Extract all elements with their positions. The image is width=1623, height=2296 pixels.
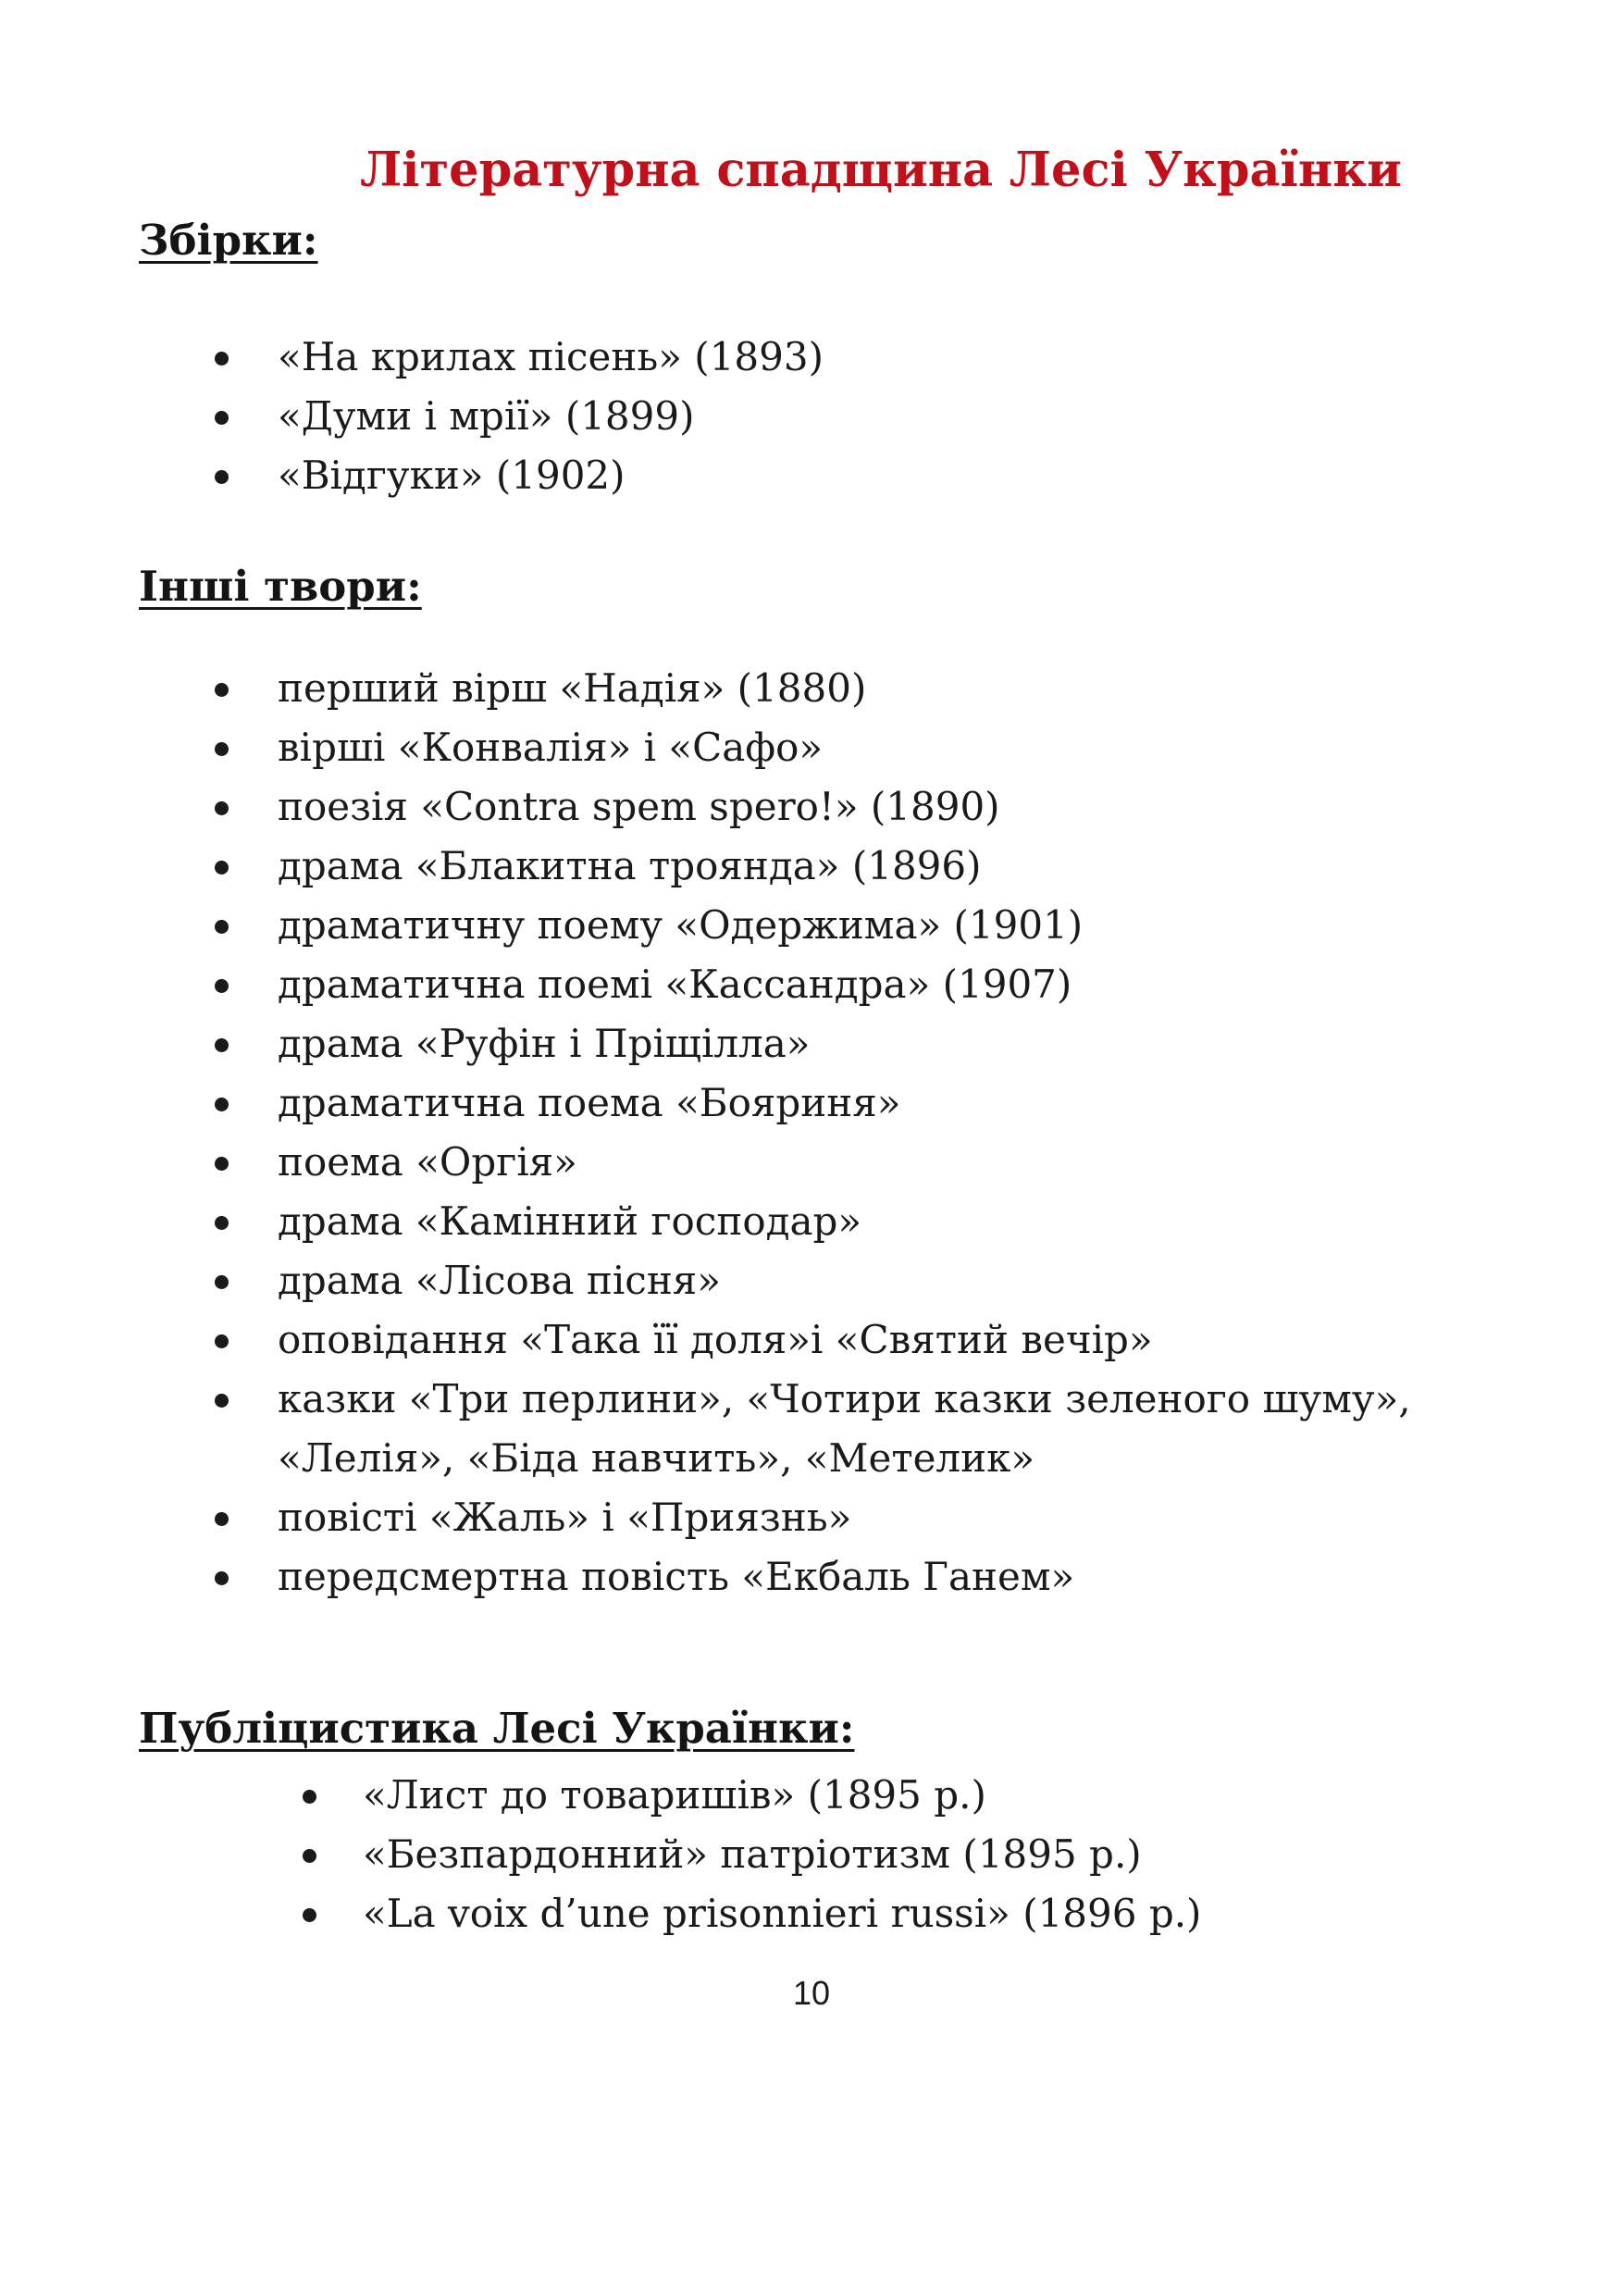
list-item (278, 659, 1411, 718)
list-item (363, 1884, 1201, 1943)
bullet-icon (215, 742, 229, 756)
bullet-icon (215, 920, 229, 934)
list-item-text: драматичну поему «Одержима» (1901) (278, 902, 1084, 948)
list-item (278, 1547, 1411, 1607)
list-item (278, 1310, 1411, 1370)
list-item (278, 955, 1411, 1014)
list-item (278, 837, 1411, 896)
bullet-icon (215, 1038, 229, 1052)
bullet-icon (303, 1908, 316, 1922)
list-item-text: драма «Лісова пісня» (278, 1258, 722, 1303)
bullet-icon (215, 1512, 229, 1526)
list-item-text: драма «Блакитна троянда» (1896) (278, 843, 982, 888)
bullet-icon (303, 1849, 316, 1863)
list-item-text: «La voix d’une prisonnieri russi» (1896 р.) (363, 1891, 1202, 1936)
list-item (278, 1014, 1411, 1074)
bullet-icon (215, 1571, 229, 1585)
section-heading-journalism: Публіцистика Лесі Українки: (139, 1704, 855, 1753)
list-item (278, 777, 1411, 837)
section-heading-other-works: Інші твори: (139, 562, 422, 611)
bullet-icon (215, 1275, 229, 1289)
list-item (278, 896, 1411, 955)
document-title: Літературна спадщина Лесі Українки (360, 143, 1402, 198)
bullet-icon (215, 801, 229, 815)
list-item (278, 1251, 1411, 1310)
list-item-text: «Відгуки» (1902) (278, 453, 626, 498)
list-item-text: «Безпардонний» патріотизм (1895 р.) (363, 1831, 1142, 1877)
list-item (278, 328, 824, 387)
list-item (278, 1133, 1411, 1192)
list-item (278, 718, 1411, 777)
list-item-text: казки «Три перлини», «Чотири казки зеленого шуму», (278, 1376, 1411, 1421)
bullet-icon (215, 1157, 229, 1171)
list-item-text: «Думи і мрії» (1899) (278, 393, 695, 439)
list-item-text: «Лист до товаришів» (1895 р.) (363, 1772, 986, 1818)
list-item-text: «На крилах пісень» (1893) (278, 334, 824, 379)
list-item-text: оповідання «Така її доля»і «Святий вечір» (278, 1317, 1153, 1362)
bullet-icon (215, 1334, 229, 1348)
list-item-text: драматична поемі «Кассандра» (1907) (278, 962, 1072, 1007)
other-works-list (278, 659, 1411, 1607)
bullet-icon (215, 979, 229, 993)
list-item-text: драма «Руфін і Пріщілла» (278, 1021, 811, 1066)
list-item-text: драматична поема «Бояриня» (278, 1080, 901, 1125)
journalism-list (363, 1766, 1201, 1943)
list-item-text: «Лелія», «Біда навчить», «Метелик» (278, 1435, 1035, 1481)
list-item (363, 1825, 1201, 1884)
list-item (278, 1488, 1411, 1547)
bullet-icon (215, 861, 229, 875)
list-item-text: перший вірш «Надія» (1880) (278, 665, 867, 711)
list-item (363, 1766, 1201, 1825)
list-item (278, 387, 824, 446)
list-item (278, 1370, 1411, 1488)
list-item (278, 1074, 1411, 1133)
bullet-icon (303, 1790, 316, 1804)
collections-list (278, 328, 824, 505)
list-item-text: драма «Камінний господар» (278, 1198, 862, 1244)
bullet-icon (215, 1216, 229, 1230)
list-item (278, 1192, 1411, 1251)
bullet-icon (215, 683, 229, 697)
bullet-icon (215, 470, 229, 484)
list-item-text: передсмертна повість «Екбаль Ганем» (278, 1554, 1075, 1599)
bullet-icon (215, 352, 229, 366)
list-item-text: поема «Оргія» (278, 1139, 577, 1185)
page-number: 10 (792, 1974, 831, 2012)
section-heading-collections: Збірки: (139, 216, 318, 265)
bullet-icon (215, 411, 229, 425)
list-item-text: поезія «Contra spem spero!» (1890) (278, 784, 1000, 829)
list-item-text: повісті «Жаль» і «Приязнь» (278, 1495, 852, 1540)
list-item-text: вірші «Конвалія» і «Сафо» (278, 725, 824, 770)
list-item (278, 446, 824, 505)
bullet-icon (215, 1394, 229, 1408)
bullet-icon (215, 1098, 229, 1111)
